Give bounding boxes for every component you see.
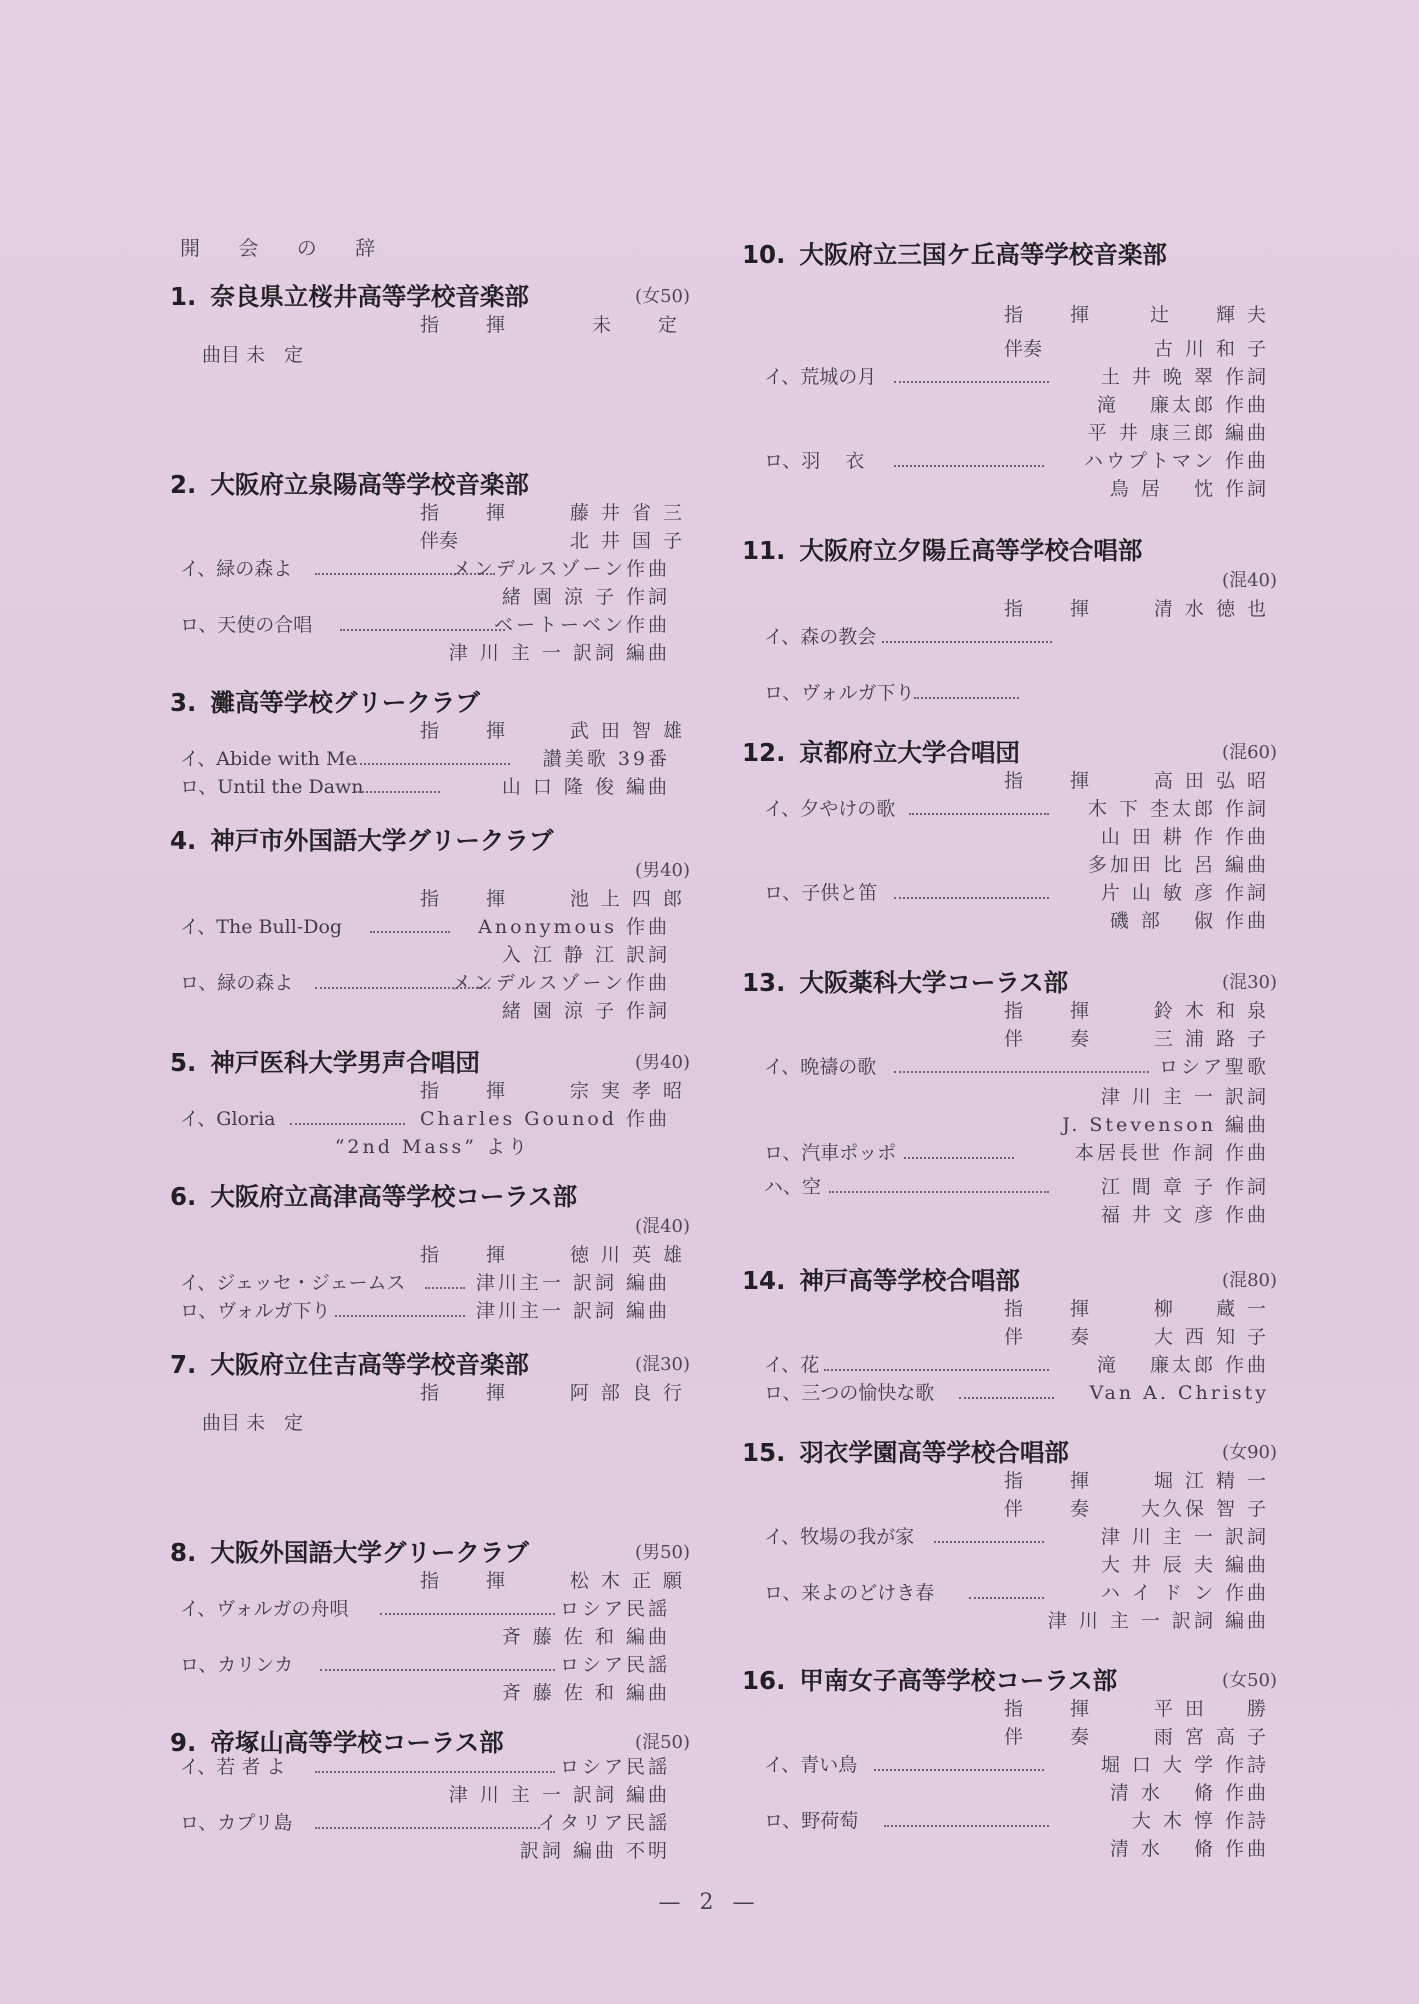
opening-address: 開 会 の 辞	[180, 236, 392, 260]
voices-badge: (混50)	[635, 1732, 690, 1753]
voices-badge: (混80)	[1222, 1270, 1277, 1291]
program-title: 14. 神戸高等学校合唱部	[742, 1266, 1020, 1295]
undecided-note: 曲目 未 定	[202, 1412, 304, 1434]
program-title: 10. 大阪府立三国ケ丘高等学校音楽部	[742, 240, 1167, 269]
program-title: 3. 灘高等学校グリークラブ	[170, 688, 480, 717]
voices-badge: (混40)	[1222, 570, 1277, 591]
voices-badge: (混30)	[1222, 972, 1277, 993]
voices-badge: (女50)	[635, 286, 690, 307]
program-title: 6. 大阪府立高津高等学校コーラス部	[170, 1182, 578, 1211]
program-title: 15. 羽衣学園高等学校合唱部	[742, 1438, 1069, 1467]
program-page: 開 会 の 辞 1. 奈良県立桜井高等学校音楽部 (女50) 指 揮 未 定 曲目 未 定 2. 大阪府立泉陽高等学校音楽部 指 揮 藤 井 省 三 伴奏 北 井 国 子 イ、緑の森よ メンデルスゾーン作曲 緒 園 涼 子 作詞 ロ、天使の合唱 ベートーベン作曲 津 川 主 一 訳詞 編曲 3. 灘高等学校グリークラブ 指 揮 武 田 智 雄 イ、Abide with Me 讃美歌 39番 ロ、Until the Dawn 山 口 隆 俊 編曲 4. 神戸市外国語大学グリークラブ (男40) 指 揮 池 上 四 郎 イ、The Bull-Dog Anonymous 作曲 入 江 静 江 訳詞 ロ、緑の森よ メンデルスゾーン作曲 緒 園 涼 子 作詞 5. 神戸医科大学男声合唱団 (男40) 指 揮 宗 実 孝 昭 イ、Gloria Charles Gounod 作曲 “2nd Mass” より 6. 大阪府立高津高等学校コーラス部 (混40) 指 揮 徳 川 英 雄 イ、ジェッセ・ジェームス 津川主一 訳詞 編曲 ロ、ヴォルガ下り 津川主一 訳詞 編曲 7. 大阪府立住吉高等学校音楽部 (混30) 指 揮 阿 部 良 行 曲目 未 定 8. 大阪外国語大学グリークラブ (男50) 指 揮 松 木 正 願 イ、ヴォルガの舟唄 ロシア民謡 斉 藤 佐 和 編曲 ロ、カリンカ ロシア民謡 斉 藤 佐 和 編曲 9. 帝塚山高等学校コーラス部 (混50) イ、若 者 よ ロシア民謡 津 川 主 一 訳詞 編曲 ロ、カプリ島 イタリア民謡 訳詞 編曲 不明 10. 大阪府立三国ケ丘高等学校音楽部 指 揮 辻 輝 夫 伴奏 古 川 和 子 イ、荒城の月 土 井 晩 翠 作詞 滝 廉太郎 作曲 平 井 康三郎 編曲 ロ、羽 衣 ハウプトマン 作曲 鳥 居 忱 作詞 11. 大阪府立夕陽丘高等学校合唱部 (混40) 指 揮 清 水 徳 也 イ、森の教会 ロ、ヴォルガ下り 12. 京都府立大学合唱団 (混60) 指 揮 高 田 弘 昭 イ、夕やけの歌 木 下 杢太郎 作詞 山 田 耕 作 作曲 多加田 比 呂 編曲 ロ、子供と笛 片 山 敏 彦 作詞 磯 部 俶 作曲 13. 大阪薬科大学コーラス部 (混30) 指 揮 鈴 木 和 泉 伴 奏 三 浦 路 子 イ、晩禱の歌 ロシア聖歌 津 川 主 一 訳詞 J. Stevenson 編曲 ロ、汽車ポッポ 本居長世 作詞 作曲 ハ、空 江 間 章 子 作詞 福 井 文 彦 作曲 14. 神戸高等学校合唱部 (混80) 指 揮 柳 蔵 一 伴 奏 大 西 知 子 イ、花 滝 廉太郎 作曲 ロ、三つの愉快な歌 Van A. Christy 15. 羽衣学園高等学校合唱部 (女90) 指 揮 堀 江 精 一 伴 奏 大久保 智 子 イ、牧場の我が家 津 川 主 一 訳詞 大 井 辰 夫 編曲 ロ、来よのどけき春 ハ イ ド ン 作曲 津 川 主 一 訳詞 編曲 16. 甲南女子高等学校コーラス部 (女50) 指 揮 平 田 勝 伴 奏 雨 宮 高 子 イ、青い鳥 堀 口 大 学 作詩 清 水 脩 作曲 ロ、野荷萄 大 木 惇 作詩 清 水 脩 作曲 — 2 —	[0, 0, 1419, 2004]
program-title: 9. 帝塚山高等学校コーラス部	[170, 1728, 504, 1757]
program-title: 7. 大阪府立住吉高等学校音楽部	[170, 1350, 529, 1379]
voices-badge: (男40)	[635, 1052, 690, 1073]
program-title: 1. 奈良県立桜井高等学校音楽部	[170, 282, 529, 311]
page-number: — 2 —	[658, 1890, 761, 1915]
program-title: 8. 大阪外国語大学グリークラブ	[170, 1538, 529, 1567]
voices-badge: (男40)	[635, 860, 690, 881]
voices-badge: (女50)	[1222, 1670, 1277, 1691]
program-title: 2. 大阪府立泉陽高等学校音楽部	[170, 470, 529, 499]
program-title: 16. 甲南女子高等学校コーラス部	[742, 1666, 1118, 1695]
program-title: 5. 神戸医科大学男声合唱団	[170, 1048, 480, 1077]
program-title: 12. 京都府立大学合唱団	[742, 738, 1020, 767]
voices-badge: (混60)	[1222, 742, 1277, 763]
undecided-note: 曲目 未 定	[202, 344, 304, 366]
voices-badge: (女90)	[1222, 1442, 1277, 1463]
program-title: 11. 大阪府立夕陽丘高等学校合唱部	[742, 536, 1143, 565]
program-title: 4. 神戸市外国語大学グリークラブ	[170, 826, 554, 855]
voices-badge: (混40)	[635, 1216, 690, 1237]
voices-badge: (混30)	[635, 1354, 690, 1375]
voices-badge: (男50)	[635, 1542, 690, 1563]
program-title: 13. 大阪薬科大学コーラス部	[742, 968, 1069, 997]
